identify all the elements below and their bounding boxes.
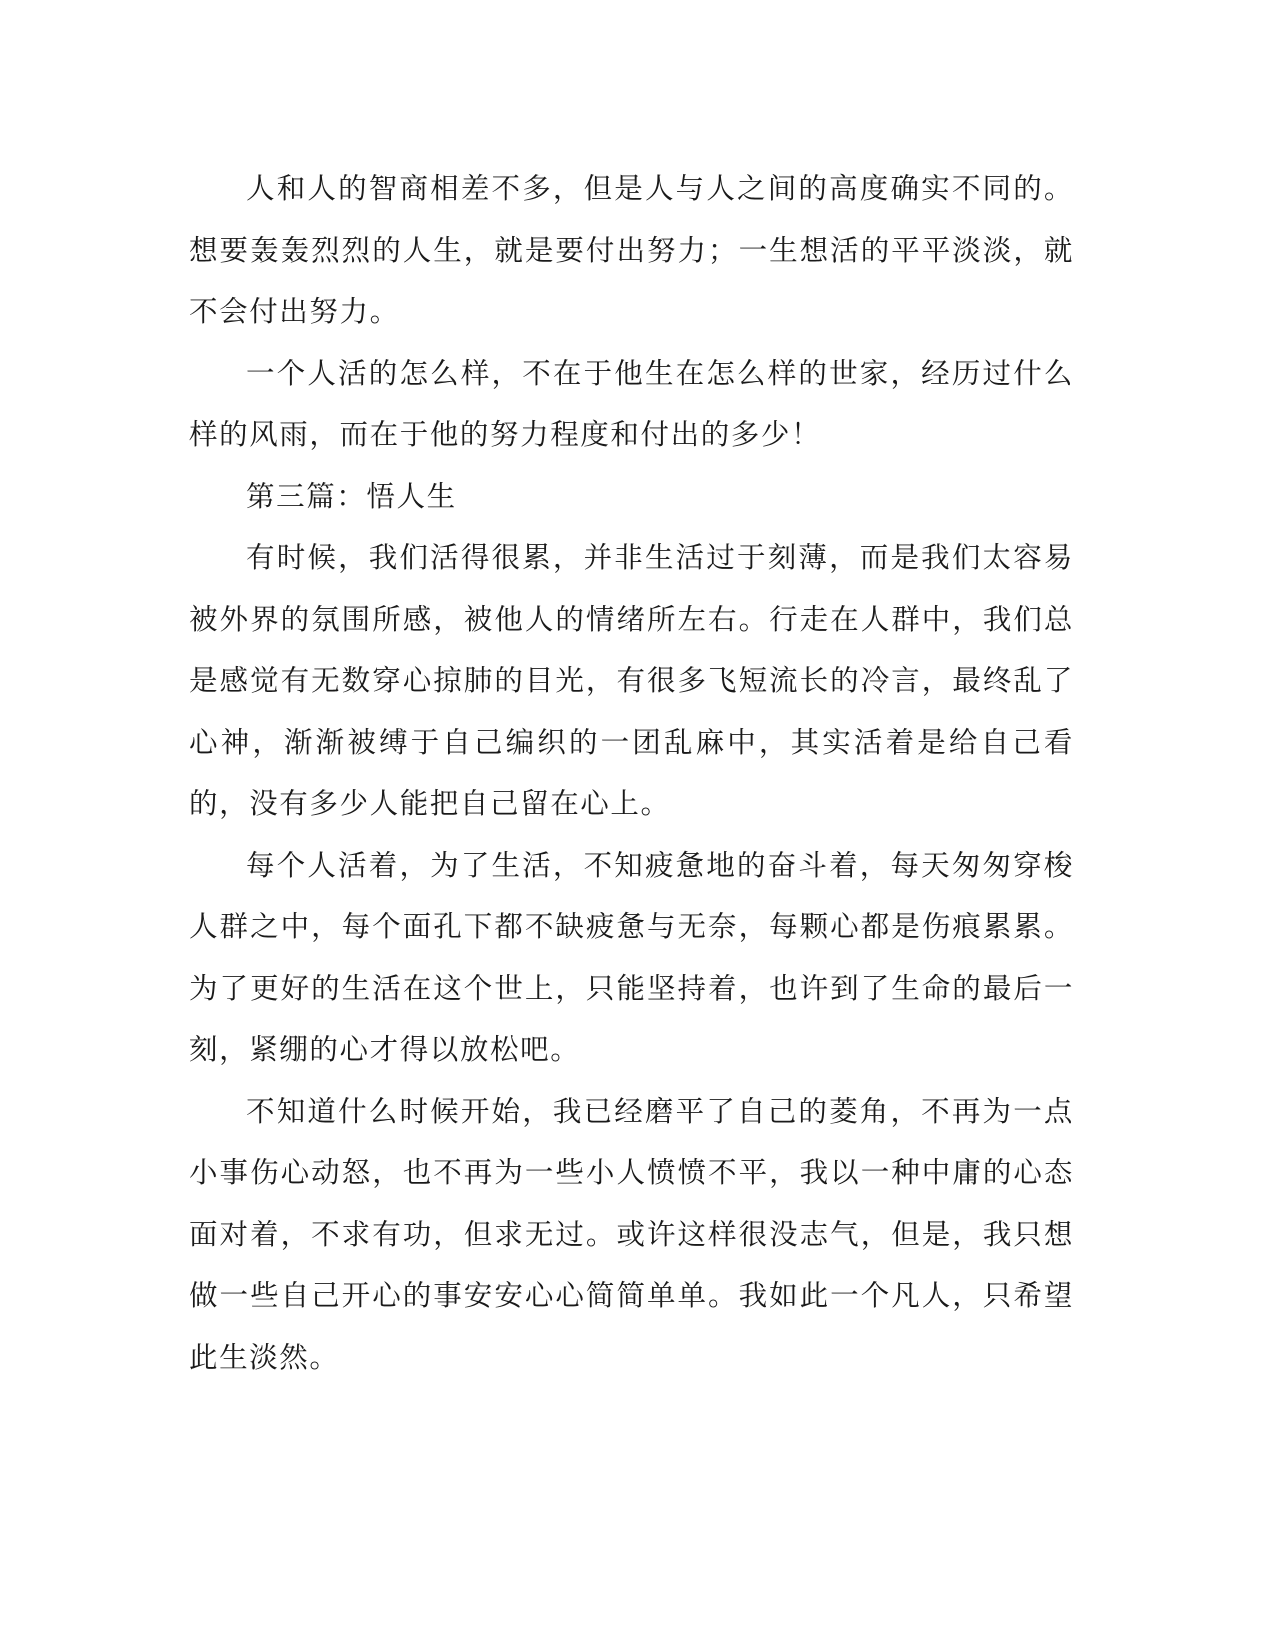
paragraph-effort: 一个人活的怎么样，不在于他生在怎么样的世家，经历过什么样的风雨，而在于他的努力程度和付出的多少！	[189, 356, 1074, 451]
paragraph-tired: 有时候，我们活得很累，并非生活过于刻薄，而是我们太容易被外界的氛围所感，被他人的情绪所左右。行走在人群中，我们总是感觉有无数穿心掠肺的目光，有很多飞短流长的冷言，最终乱了心神，渐渐被缚于自己编织的一团乱麻中，其实活着是给自己看的，没有多少人能把自己留在心上。	[189, 541, 1074, 820]
document-body	[189, 158, 1074, 1388]
paragraph-intelligence: 人和人的智商相差不多，但是人与人之间的高度确实不同的。想要轰轰烈烈的人生，就是要付出努力；一生想活的平平淡淡，就不会付出努力。	[189, 172, 1074, 328]
section-heading: 第三篇：悟人生	[246, 479, 457, 513]
paragraph-struggle: 每个人活着，为了生活，不知疲惫地的奋斗着，每天匆匆穿梭人群之中，每个面孔下都不缺疲惫与无奈，每颗心都是伤痕累累。为了更好的生活在这个世上，只能坚持着，也许到了生命的最后一刻，紧绷的心才得以放松吧。	[189, 848, 1074, 1066]
paragraph-calm: 不知道什么时候开始，我已经磨平了自己的菱角，不再为一点小事伤心动怒，也不再为一些小人愤愤不平，我以一种中庸的心态面对着，不求有功，但求无过。或许这样很没志气，但是，我只想做一些自己开心的事安安心心简简单单。我如此一个凡人，只希望此生淡然。	[189, 1094, 1074, 1374]
